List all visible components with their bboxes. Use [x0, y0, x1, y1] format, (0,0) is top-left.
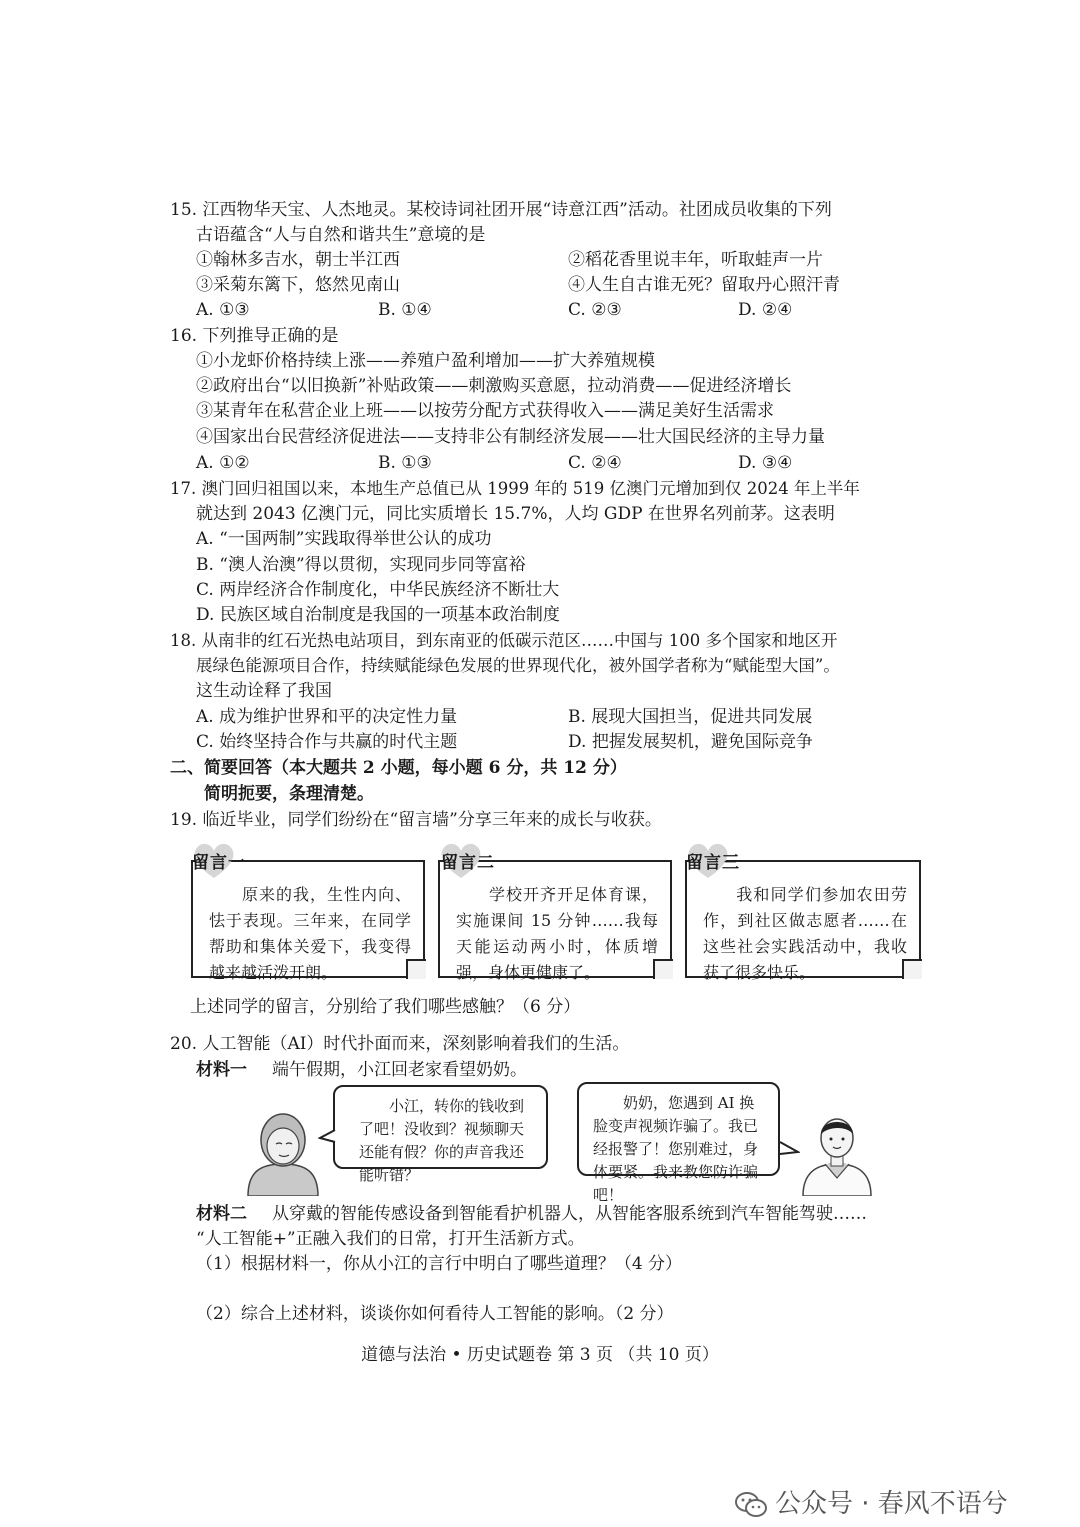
q17-option-c[interactable]: C. 两岸经济合作制度化，中华民族经济不断壮大: [196, 580, 560, 600]
q17-option-a[interactable]: A. “一国两制”实践取得举世公认的成功: [196, 529, 492, 549]
q16-statement-3: ③某青年在私营企业上班——以按劳分配方式获得收入——满足美好生活需求: [196, 401, 774, 421]
boy-illustration: [795, 1112, 879, 1196]
q16-statement-4: ④国家出台民营经济促进法——支持非公有制经济发展——壮大国民经济的主导力量: [196, 427, 825, 447]
speech-bubble-grandma: [333, 1085, 548, 1184]
grandma-illustration: [240, 1108, 326, 1196]
q18-option-d[interactable]: D. 把握发展契机，避免国际竞争: [568, 732, 813, 752]
q18-stem-line3: 这生动诠释了我国: [196, 681, 332, 701]
material-1-text: 端午假期，小江回老家看望奶奶。: [272, 1060, 527, 1080]
xiaojiang-speech-text: 奶奶，您遇到 AI 换脸变声视频诈骗了。我已经报警了！您别难过，身体要紧。我来教您防诈骗吧！: [593, 1094, 759, 1204]
message-2-text: 学校开齐开足体育课，实施课间 15 分钟……我每天能运动两小时，体质增强，身体更健康了。: [456, 885, 658, 982]
q18-option-c[interactable]: C. 始终坚持合作与共赢的时代主题: [196, 732, 458, 752]
q15-stem-line1: 15. 江西物华天宝、人杰地灵。某校诗词社团开展“诗意江西”活动。社团成员收集的下列: [170, 200, 832, 220]
watermark-text: 公众号 · 春风不语兮: [775, 1489, 1008, 1519]
q15-option-c[interactable]: C. ②③: [568, 300, 622, 320]
q17-option-d[interactable]: D. 民族区域自治制度是我国的一项基本政治制度: [196, 605, 560, 625]
q20-stem: 20. 人工智能（AI）时代扑面而来，深刻影响着我们的生活。: [170, 1034, 630, 1054]
material-1-label: 材料一: [196, 1060, 247, 1080]
q18-option-b[interactable]: B. 展现大国担当，促进共同发展: [568, 707, 813, 727]
q17-stem-line2: 就达到 2043 亿澳门元，同比实质增长 15.7%，人均 GDP 在世界名列前茅。这表明: [196, 504, 835, 524]
wechat-icon: [735, 1491, 767, 1519]
section2-title: 二、简要回答（本大题共 2 小题，每小题 6 分，共 12 分）: [170, 758, 627, 778]
message-3-text: 我和同学们参加农田劳作，到社区做志愿者……在这些社会实践活动中，我收获了很多快乐。: [703, 885, 907, 982]
q17-option-b[interactable]: B. “澳人治澳”得以贯彻，实现同步同等富裕: [196, 555, 526, 575]
q18-stem-line1: 18. 从南非的红石光热电站项目，到东南亚的低碳示范区……中国与 100 多个国家和地区开: [170, 631, 838, 650]
grandma-speech-text: 小江，转你的钱收到了吧！没收到？视频聊天还能有假？你的声音我还能听错？: [359, 1097, 525, 1184]
q16-option-c[interactable]: C. ②④: [568, 453, 622, 473]
q18-stem-line2: 展绿色能源项目合作，持续赋能绿色发展的世界现代化，被外国学者称为“赋能型大国”。: [196, 656, 840, 675]
watermark: [735, 1483, 1008, 1520]
q16-option-b[interactable]: B. ①③: [378, 453, 432, 473]
q19-question: 上述同学的留言，分别给了我们哪些感触？（6 分）: [190, 997, 581, 1017]
message-3-title: 留言三: [686, 853, 740, 873]
message-2-title: 留言二: [441, 853, 495, 873]
q16-stem: 16. 下列推导正确的是: [170, 326, 339, 346]
q15-statement-1: ①翰林多吉水，朝士半江西: [196, 250, 400, 270]
page-curl: [902, 959, 922, 979]
q19-stem: 19. 临近毕业，同学们纷纷在“留言墙”分享三年来的成长与收获。: [170, 810, 662, 830]
q16-option-a[interactable]: A. ①②: [196, 453, 250, 473]
q15-statement-3: ③采菊东篱下，悠然见南山: [196, 275, 400, 295]
q15-statement-4: ④人生自古谁无死？留取丹心照汗青: [568, 275, 840, 295]
material-2-text-line2: “人工智能+”正融入我们的日常，打开生活新方式。: [196, 1229, 585, 1249]
material-2-label: 材料二: [196, 1204, 247, 1224]
message-1-title: 留言一: [192, 853, 246, 873]
message-1-text: 原来的我，生性内向、怯于表现。三年来，在同学帮助和集体关爱下，我变得越来越活泼开朗。: [209, 885, 411, 982]
q15-option-d[interactable]: D. ②④: [738, 300, 793, 320]
speech-bubble-xiaojiang: [577, 1082, 780, 1204]
q15-option-b[interactable]: B. ①④: [378, 300, 432, 320]
q20-subquestion-2: （2）综合上述材料，谈谈你如何看待人工智能的影响。（2 分）: [196, 1304, 674, 1324]
page-curl: [653, 959, 673, 979]
q16-statement-1: ①小龙虾价格持续上涨——养殖户盈利增加——扩大养殖规模: [196, 351, 655, 371]
material-2-text-line1: 从穿戴的智能传感设备到智能看护机器人，从智能客服系统到汽车智能驾驶……: [272, 1204, 867, 1224]
q16-statement-2: ②政府出台“以旧换新”补贴政策——刺激购买意愿，拉动消费——促进经济增长: [196, 376, 792, 396]
q15-option-a[interactable]: A. ①③: [196, 300, 250, 320]
bubble-tail-icon: [318, 1128, 338, 1146]
q15-statement-2: ②稻花香里说丰年，听取蛙声一片: [568, 250, 823, 270]
q20-subquestion-1: （1）根据材料一，你从小江的言行中明白了哪些道理？（4 分）: [196, 1254, 683, 1274]
q15-stem-line2: 古语蕴含“人与自然和谐共生”意境的是: [196, 225, 486, 245]
page-footer: 道德与法治 • 历史试题卷 第 3 页 （共 10 页）: [361, 1345, 719, 1365]
page-curl: [406, 959, 426, 979]
q16-option-d[interactable]: D. ③④: [738, 453, 793, 473]
q18-option-a[interactable]: A. 成为维护世界和平的决定性力量: [196, 707, 458, 727]
section2-note: 简明扼要，条理清楚。: [204, 784, 374, 804]
q17-stem-line1: 17. 澳门回归祖国以来，本地生产总值已从 1999 年的 519 亿澳门元增加到仅 2024 年上半年: [170, 479, 860, 498]
